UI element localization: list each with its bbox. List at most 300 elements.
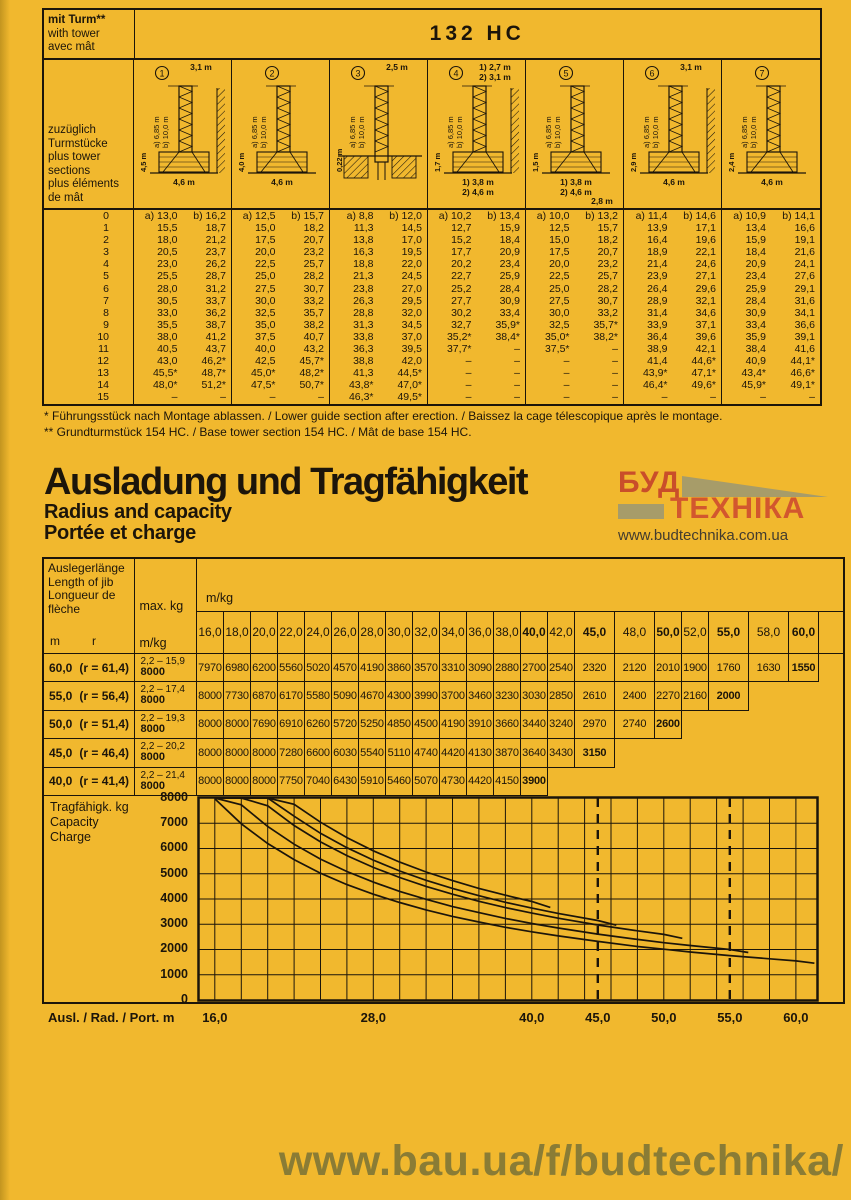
svg-text:a) 6,85 m: a) 6,85 m bbox=[642, 116, 651, 148]
crane-diagram-6 bbox=[624, 60, 722, 208]
capacity-chart-svg bbox=[197, 796, 819, 1002]
height-value-pair: 35,9 39,1 bbox=[745, 330, 815, 343]
capacity-row-jib-45-0 bbox=[44, 739, 843, 767]
svg-text:7: 7 bbox=[759, 68, 765, 79]
capacity-value-cell: 4850 bbox=[386, 711, 413, 739]
height-value-pair: 25,0 28,2 bbox=[549, 282, 618, 295]
chart-x-tick: 55,0 bbox=[717, 1010, 743, 1025]
height-value-pair: 32,5 35,7 bbox=[255, 306, 324, 319]
radius-header-cell: 28,0 bbox=[359, 612, 386, 653]
capacity-row-jib-55-0 bbox=[44, 682, 843, 710]
capacity-value-cell: 3910 bbox=[467, 711, 494, 739]
capacity-row-jib-50-0 bbox=[44, 711, 843, 739]
capacity-value-cell: 6200 bbox=[251, 654, 278, 682]
height-value-pair: a) 10,9 b) 14,1 bbox=[733, 210, 815, 222]
capacity-value-cell: 2850 bbox=[548, 682, 575, 710]
height-value-pair: 40,0 43,2 bbox=[255, 343, 324, 356]
capacity-value-cell: 8000 bbox=[197, 682, 224, 710]
chart-x-tick: 28,0 bbox=[360, 1010, 386, 1025]
chart-y-tick: 7000 bbox=[160, 815, 188, 830]
m-r-units: m r bbox=[50, 633, 96, 648]
capacity-value-cell: 3230 bbox=[494, 682, 521, 710]
capacity-value-cell: 4130 bbox=[467, 739, 494, 767]
radius-header-cell: 16,0 bbox=[197, 612, 224, 653]
svg-text:2) 4,6 m: 2) 4,6 m bbox=[462, 187, 494, 197]
budtechnika-logo bbox=[616, 466, 836, 550]
chart-y-tick: 8000 bbox=[160, 789, 188, 804]
height-value-pair: 20,9 24,1 bbox=[745, 258, 815, 271]
capacity-value-cell: 3640 bbox=[521, 739, 548, 767]
jib-length-header: Auslegerlänge Length of jib Longueur de flèche m r bbox=[44, 559, 135, 653]
svg-text:4,6 m: 4,6 m bbox=[271, 177, 293, 187]
height-value-pair: 41,3 44,5* bbox=[353, 367, 422, 380]
tower-height-column-6 bbox=[624, 210, 722, 404]
capacity-value-cell: 5560 bbox=[278, 654, 305, 682]
height-value-pair: 31,3 34,5 bbox=[353, 318, 422, 331]
radius-header-filler bbox=[819, 612, 843, 653]
capacity-value-cell: 7040 bbox=[305, 768, 332, 796]
height-value-pair: 18,0 21,2 bbox=[157, 234, 226, 247]
height-value-pair: 22,5 25,7 bbox=[549, 270, 618, 283]
svg-text:a) 6,85 m: a) 6,85 m bbox=[152, 116, 161, 148]
height-value-pair: 16,3 19,5 bbox=[353, 246, 422, 259]
capacity-value-cell: 2010 bbox=[655, 654, 682, 682]
svg-text:1) 2,7 m: 1) 2,7 m bbox=[479, 62, 511, 72]
capacity-value-cell: 5090 bbox=[332, 682, 359, 710]
crane-diagram-3 bbox=[330, 60, 428, 208]
svg-text:6: 6 bbox=[649, 68, 655, 79]
height-value-pair: 26,3 29,5 bbox=[353, 294, 422, 307]
chart-x-tick: 40,0 bbox=[519, 1010, 545, 1025]
capacity-value-cell: 5110 bbox=[386, 739, 413, 767]
tower-height-column-3 bbox=[330, 210, 428, 404]
height-value-pair: 45,5* 48,7* bbox=[152, 367, 226, 380]
tower-table-corner bbox=[44, 10, 135, 58]
tower-height-column-4 bbox=[428, 210, 526, 404]
capacity-value-cell: 2540 bbox=[548, 654, 575, 682]
height-value-pair: 15,0 18,2 bbox=[549, 234, 618, 247]
height-value-pair: a) 10,2 b) 13,4 bbox=[438, 210, 520, 222]
capacity-value-cell: 2610 bbox=[575, 682, 615, 710]
height-value-pair: 20,0 23,2 bbox=[549, 258, 618, 271]
capacity-value-cell: 2700 bbox=[521, 654, 548, 682]
tower-sections-count: 13 bbox=[97, 367, 109, 380]
svg-text:5: 5 bbox=[563, 68, 569, 79]
svg-text:3,1 m: 3,1 m bbox=[190, 62, 212, 72]
svg-text:a) 6,85 m: a) 6,85 m bbox=[740, 116, 749, 148]
svg-text:2,9 m: 2,9 m bbox=[629, 152, 638, 172]
height-value-pair: 36,4 39,6 bbox=[647, 330, 716, 343]
height-value-pair: 20,2 23,4 bbox=[451, 258, 520, 271]
radius-header-cell: 60,0 bbox=[789, 612, 819, 653]
height-value-pair: 38,0 41,2 bbox=[157, 330, 226, 343]
label-avec-mat: avec mât bbox=[48, 41, 95, 53]
capacity-value-cell: 8000 bbox=[197, 768, 224, 796]
radius-header-cell: 58,0 bbox=[749, 612, 789, 653]
height-value-pair: 35,0* 38,2* bbox=[544, 330, 618, 343]
height-value-pair: 32,5 35,7* bbox=[549, 318, 618, 331]
radius-header-cell: 34,0 bbox=[440, 612, 467, 653]
height-value-pair: 33,0 36,2 bbox=[157, 306, 226, 319]
height-value-pair: – – bbox=[661, 391, 716, 404]
capacity-value-cell: 5250 bbox=[359, 711, 386, 739]
crane-diagram-7 bbox=[722, 60, 820, 208]
height-value-pair: 20,0 23,2 bbox=[255, 246, 324, 259]
jib-length-label: 50,0 (r = 51,4) bbox=[44, 711, 135, 739]
height-value-pair: 30,9 34,1 bbox=[745, 306, 815, 319]
height-value-pair: 17,5 20,7 bbox=[255, 234, 324, 247]
capacity-value-cell: 2740 bbox=[615, 711, 655, 739]
height-value-pair: 26,4 29,6 bbox=[647, 282, 716, 295]
capacity-table-header bbox=[44, 559, 843, 654]
radius-header-cell: 55,0 bbox=[709, 612, 749, 653]
chart-x-tick: 60,0 bbox=[783, 1010, 809, 1025]
height-value-pair: 37,7* – bbox=[446, 343, 520, 356]
logo-url: www.budtechnika.com.ua bbox=[618, 527, 789, 544]
height-value-pair: 37,5* – bbox=[544, 343, 618, 356]
height-value-pair: – – bbox=[563, 355, 618, 368]
range-max-capacity: 2,2 – 15,9 8000 bbox=[135, 654, 198, 682]
capacity-value-cell: 3460 bbox=[467, 682, 494, 710]
capacity-value-cell: 7750 bbox=[278, 768, 305, 796]
tower-table-header bbox=[44, 10, 820, 60]
chart-y-tick: 5000 bbox=[160, 865, 188, 880]
max-kg-header: max. kg m/kg bbox=[135, 559, 198, 653]
height-value-pair: – – bbox=[465, 367, 520, 380]
capacity-value-cell: 3860 bbox=[386, 654, 413, 682]
tower-sections-count: 7 bbox=[103, 294, 109, 307]
chart-y-axis-area bbox=[44, 789, 197, 1006]
capacity-rows bbox=[44, 654, 843, 796]
height-value-pair: 16,4 19,6 bbox=[647, 234, 716, 247]
chart-x-axis bbox=[42, 1008, 845, 1032]
height-value-pair: 22,7 25,9 bbox=[451, 270, 520, 283]
label-with-tower: with tower bbox=[48, 27, 100, 40]
capacity-value-cell: 6430 bbox=[332, 768, 359, 796]
tower-sections-count: 9 bbox=[103, 318, 109, 331]
height-value-pair: a) 12,5 b) 15,7 bbox=[242, 210, 324, 222]
capacity-value-cell: 8000 bbox=[224, 768, 251, 796]
capacity-value-cell: 3430 bbox=[548, 739, 575, 767]
tower-height-column-1 bbox=[134, 210, 232, 404]
svg-text:3,1 m: 3,1 m bbox=[680, 62, 702, 72]
height-value-pair: 23,8 27,0 bbox=[353, 282, 422, 295]
height-value-pair: 48,0* 51,2* bbox=[152, 379, 226, 392]
tower-height-columns bbox=[134, 210, 820, 404]
height-value-pair: 27,5 30,7 bbox=[549, 294, 618, 307]
capacity-value-cell: 5580 bbox=[305, 682, 332, 710]
capacity-value-cell: 5540 bbox=[359, 739, 386, 767]
height-value-pair: 43,8* 47,0* bbox=[348, 379, 422, 392]
height-value-pair: – – bbox=[269, 391, 324, 404]
tower-configuration-table bbox=[42, 8, 822, 406]
height-value-pair: – – bbox=[563, 367, 618, 380]
svg-text:4,6 m: 4,6 m bbox=[663, 177, 685, 187]
chart-x-tick: 16,0 bbox=[202, 1010, 228, 1025]
capacity-value-cell: 6870 bbox=[251, 682, 278, 710]
height-value-pair: 42,5 45,7* bbox=[255, 355, 324, 368]
svg-text:4,0 m: 4,0 m bbox=[237, 152, 246, 172]
tower-sections-count: 4 bbox=[103, 258, 109, 271]
height-value-pair: 38,9 42,1 bbox=[647, 343, 716, 356]
capacity-value-cell: 5460 bbox=[386, 768, 413, 796]
section-title-block bbox=[44, 462, 527, 544]
height-value-pair: 37,5 40,7 bbox=[255, 330, 324, 343]
height-value-pair: 23,4 27,6 bbox=[745, 270, 815, 283]
capacity-value-cell: 3310 bbox=[440, 654, 467, 682]
height-value-pair: 30,0 33,2 bbox=[255, 294, 324, 307]
capacity-value-cell: 1630 bbox=[749, 654, 789, 682]
svg-text:4: 4 bbox=[453, 68, 459, 79]
tower-sections-count: 8 bbox=[103, 306, 109, 319]
height-value-pair: 15,0 18,2 bbox=[255, 222, 324, 235]
height-value-pair: 11,3 14,5 bbox=[353, 222, 422, 235]
height-value-pair: 18,4 21,6 bbox=[745, 246, 815, 259]
chart-y-tick: 0 bbox=[181, 991, 188, 1006]
height-value-pair: 38,4 41,6 bbox=[745, 343, 815, 356]
height-value-pair: a) 10,0 b) 13,2 bbox=[536, 210, 618, 222]
height-value-pair: 18,8 22,0 bbox=[353, 258, 422, 271]
height-value-pair: 13,9 17,1 bbox=[647, 222, 716, 235]
svg-text:a) 6,85 m: a) 6,85 m bbox=[250, 116, 259, 148]
capacity-value-cell: 5070 bbox=[413, 768, 440, 796]
height-value-pair: 12,5 15,7 bbox=[549, 222, 618, 235]
tower-sections-count: 1 bbox=[103, 222, 109, 235]
height-value-pair: a) 11,4 b) 14,6 bbox=[635, 210, 716, 222]
capacity-value-cell: 4670 bbox=[359, 682, 386, 710]
height-value-pair: 46,3* 49,5* bbox=[348, 391, 422, 404]
capacity-value-cell: 7690 bbox=[251, 711, 278, 739]
svg-text:4,5 m: 4,5 m bbox=[139, 152, 148, 172]
svg-text:b) 10,0 m: b) 10,0 m bbox=[553, 116, 562, 148]
capacity-value-cell: 3090 bbox=[467, 654, 494, 682]
chart-y-tick: 6000 bbox=[160, 840, 188, 855]
page-edge-shadow bbox=[0, 0, 10, 1200]
crane-diagrams bbox=[134, 60, 820, 208]
height-value-pair: – – bbox=[760, 391, 815, 404]
height-value-pair: 13,4 16,6 bbox=[745, 222, 815, 235]
svg-text:1) 3,8 m: 1) 3,8 m bbox=[560, 177, 592, 187]
capacity-value-cell: 3660 bbox=[494, 711, 521, 739]
capacity-value-cell: 2270 bbox=[655, 682, 682, 710]
capacity-value-cell: 2000 bbox=[709, 682, 749, 710]
svg-text:a) 6,85 m: a) 6,85 m bbox=[348, 116, 357, 148]
chart-y-tick: 2000 bbox=[160, 941, 188, 956]
capacity-value-cell: 2400 bbox=[615, 682, 655, 710]
tower-diagram-row bbox=[44, 60, 820, 210]
height-value-pair: 27,7 30,9 bbox=[451, 294, 520, 307]
capacity-value-cell: 3870 bbox=[494, 739, 521, 767]
height-value-pair: 15,9 19,1 bbox=[745, 234, 815, 247]
capacity-value-cell: 2320 bbox=[575, 654, 615, 682]
height-value-pair: 23,0 26,2 bbox=[157, 258, 226, 271]
height-value-pair: 18,9 22,1 bbox=[647, 246, 716, 259]
capacity-value-cell: 4570 bbox=[332, 654, 359, 682]
logo-square-icon bbox=[618, 504, 664, 519]
height-value-pair: 27,5 30,7 bbox=[255, 282, 324, 295]
capacity-value-cell: 5910 bbox=[359, 768, 386, 796]
height-value-pair: – – bbox=[465, 391, 520, 404]
tower-sections-count: 15 bbox=[97, 391, 109, 404]
chart-y-tick: 4000 bbox=[160, 890, 188, 905]
capacity-value-cell: 4300 bbox=[386, 682, 413, 710]
height-value-pair: 12,7 15,9 bbox=[451, 222, 520, 235]
capacity-value-cell: 4150 bbox=[494, 768, 521, 796]
capacity-value-cell: 2160 bbox=[682, 682, 709, 710]
tower-height-column-5 bbox=[526, 210, 624, 404]
logo-text-technika: ТЕХНІКА bbox=[670, 492, 806, 525]
footnote-2: ** Grundturmstück 154 HC. / Base tower section 154 HC. / Mât de base 154 HC. bbox=[44, 424, 472, 439]
height-value-pair: 33,8 37,0 bbox=[353, 330, 422, 343]
height-value-pair: 22,5 25,7 bbox=[255, 258, 324, 271]
range-max-capacity: 2,2 – 19,3 8000 bbox=[135, 711, 198, 739]
capacity-value-cell: 4190 bbox=[440, 711, 467, 739]
crane-diagram-2 bbox=[232, 60, 330, 208]
capacity-row-jib-60-0 bbox=[44, 654, 843, 682]
crane-diagram-4 bbox=[428, 60, 526, 208]
height-value-pair: 25,5 28,7 bbox=[157, 270, 226, 283]
capacity-value-cell: 4500 bbox=[413, 711, 440, 739]
watermark-url: www.bau.ua/f/budtechnika/ bbox=[278, 1137, 844, 1185]
height-value-pair: – – bbox=[563, 379, 618, 392]
tower-sections-count: 6 bbox=[103, 282, 109, 295]
height-value-pair: 25,0 28,2 bbox=[255, 270, 324, 283]
height-value-pair: – – bbox=[171, 391, 226, 404]
tower-height-column-7 bbox=[722, 210, 820, 404]
capacity-value-cell: 8000 bbox=[251, 768, 278, 796]
height-value-pair: 31,4 34,6 bbox=[647, 306, 716, 319]
radius-header-cell: 48,0 bbox=[615, 612, 655, 653]
capacity-value-cell: 5020 bbox=[305, 654, 332, 682]
radius-header-cell: 40,0 bbox=[521, 612, 548, 653]
tower-sections-count: 14 bbox=[97, 379, 109, 392]
svg-text:b) 10,0 m: b) 10,0 m bbox=[357, 116, 366, 148]
crane-model-title: 132 HC bbox=[429, 22, 525, 45]
load-chart-row bbox=[44, 789, 843, 1006]
height-value-pair: 33,9 37,1 bbox=[647, 318, 716, 331]
svg-text:1,7 m: 1,7 m bbox=[433, 152, 442, 172]
height-value-pair: 47,5* 50,7* bbox=[250, 379, 324, 392]
capacity-value-cell: 8000 bbox=[197, 739, 224, 767]
capacity-value-cell: 1760 bbox=[709, 654, 749, 682]
label-mit-turm: mit Turm** bbox=[48, 14, 106, 26]
svg-text:b) 10,0 m: b) 10,0 m bbox=[749, 116, 758, 148]
crane-diagram-1 bbox=[134, 60, 232, 208]
capacity-value-cell: 8000 bbox=[224, 711, 251, 739]
svg-text:b) 10,0 m: b) 10,0 m bbox=[161, 116, 170, 148]
height-value-pair: 30,5 33,7 bbox=[157, 294, 226, 307]
svg-text:2,4 m: 2,4 m bbox=[727, 152, 736, 172]
height-value-pair: 17,5 20,7 bbox=[549, 246, 618, 259]
height-value-pair: 15,2 18,4 bbox=[451, 234, 520, 247]
height-value-pair: 20,5 23,7 bbox=[157, 246, 226, 259]
jib-length-label: 60,0 (r = 61,4) bbox=[44, 654, 135, 682]
radius-header-cell: 26,0 bbox=[332, 612, 359, 653]
capacity-value-cell: 4730 bbox=[440, 768, 467, 796]
capacity-value-cell: 6170 bbox=[278, 682, 305, 710]
radius-header-cell: 24,0 bbox=[305, 612, 332, 653]
height-value-pair: – – bbox=[563, 391, 618, 404]
svg-text:1) 3,8 m: 1) 3,8 m bbox=[462, 177, 494, 187]
radius-header-cell: 45,0 bbox=[575, 612, 615, 653]
capacity-value-cell: 2970 bbox=[575, 711, 615, 739]
range-max-capacity: 2,2 – 21,4 8000 bbox=[135, 768, 198, 796]
height-value-pair: 40,5 43,7 bbox=[157, 343, 226, 356]
height-value-pair: 33,4 36,6 bbox=[745, 318, 815, 331]
capacity-value-cell: 4420 bbox=[467, 768, 494, 796]
radius-header-cell: 32,0 bbox=[413, 612, 440, 653]
chart-x-tick: 45,0 bbox=[585, 1010, 611, 1025]
capacity-value-cell: 3990 bbox=[413, 682, 440, 710]
height-value-pair: 46,4* 49,6* bbox=[642, 379, 716, 392]
capacity-value-cell: 3570 bbox=[413, 654, 440, 682]
jib-length-label: 45,0 (r = 46,4) bbox=[44, 739, 135, 767]
height-value-pair: 28,0 31,2 bbox=[157, 282, 226, 295]
svg-text:b) 10,0 m: b) 10,0 m bbox=[455, 116, 464, 148]
mkg-unit-header: m/kg bbox=[197, 559, 843, 612]
tower-sections-label: zuzüglich Turmstücke plus tower sections plus éléments de mât bbox=[44, 60, 134, 208]
height-value-pair: 21,4 24,6 bbox=[647, 258, 716, 271]
height-value-pair: 43,0 46,2* bbox=[157, 355, 226, 368]
crane-diagram-5 bbox=[526, 60, 624, 208]
radius-header-row bbox=[197, 612, 843, 653]
capacity-value-cell: 3030 bbox=[521, 682, 548, 710]
height-value-pair: 30,0 33,2 bbox=[549, 306, 618, 319]
chart-x-axis-label: Ausl. / Rad. / Port. m bbox=[48, 1010, 175, 1025]
height-value-pair: 35,0 38,2 bbox=[255, 318, 324, 331]
jib-length-label: 55,0 (r = 56,4) bbox=[44, 682, 135, 710]
capacity-value-cell: 6260 bbox=[305, 711, 332, 739]
capacity-value-cell: 1900 bbox=[682, 654, 709, 682]
radius-header-cell: 22,0 bbox=[278, 612, 305, 653]
tower-section-count-column bbox=[44, 210, 134, 404]
capacity-table bbox=[42, 557, 845, 1004]
capacity-value-cell: 3440 bbox=[521, 711, 548, 739]
height-value-pair: 15,5 18,7 bbox=[157, 222, 226, 235]
capacity-value-cell: 8000 bbox=[251, 739, 278, 767]
radius-header-cell: 42,0 bbox=[548, 612, 575, 653]
height-value-pair: 40,9 44,1* bbox=[745, 355, 815, 368]
tower-table-body bbox=[44, 210, 820, 404]
height-value-pair: 13,8 17,0 bbox=[353, 234, 422, 247]
capacity-value-cell: 6980 bbox=[224, 654, 251, 682]
radius-header-cell: 36,0 bbox=[467, 612, 494, 653]
height-value-pair: 36,3 39,5 bbox=[353, 343, 422, 356]
height-value-pair: 30,2 33,4 bbox=[451, 306, 520, 319]
subtitle-en: Radius and capacity bbox=[44, 501, 232, 523]
chart-y-axis-label: Tragfähigk. kg Capacity Charge bbox=[50, 799, 129, 844]
range-max-capacity: 2,2 – 20,2 8000 bbox=[135, 739, 198, 767]
chart-y-tick: 3000 bbox=[160, 916, 188, 931]
page-title: Ausladung und Tragfähigkeit bbox=[44, 461, 528, 503]
capacity-value-cell: 7280 bbox=[278, 739, 305, 767]
chart-x-tick: 50,0 bbox=[651, 1010, 677, 1025]
svg-text:1,5 m: 1,5 m bbox=[531, 152, 540, 172]
tower-sections-count: 3 bbox=[103, 246, 109, 259]
svg-text:4,6 m: 4,6 m bbox=[173, 177, 195, 187]
svg-text:b) 10,0 m: b) 10,0 m bbox=[259, 116, 268, 148]
capacity-value-cell: 5720 bbox=[332, 711, 359, 739]
height-value-pair: 38,8 42,0 bbox=[353, 355, 422, 368]
radius-header-cell: 18,0 bbox=[224, 612, 251, 653]
capacity-value-cell: 2600 bbox=[655, 711, 682, 739]
svg-text:2: 2 bbox=[269, 68, 275, 79]
svg-text:2) 4,6 m: 2) 4,6 m bbox=[560, 187, 592, 197]
capacity-value-cell: 4420 bbox=[440, 739, 467, 767]
logo-text-bud: БУД bbox=[618, 466, 681, 499]
footnote-1: * Führungsstück nach Montage ablassen. / Lower guide section after erection. / Baissez la cage télescopique après le montage. bbox=[44, 409, 723, 423]
height-value-pair: – – bbox=[465, 355, 520, 368]
